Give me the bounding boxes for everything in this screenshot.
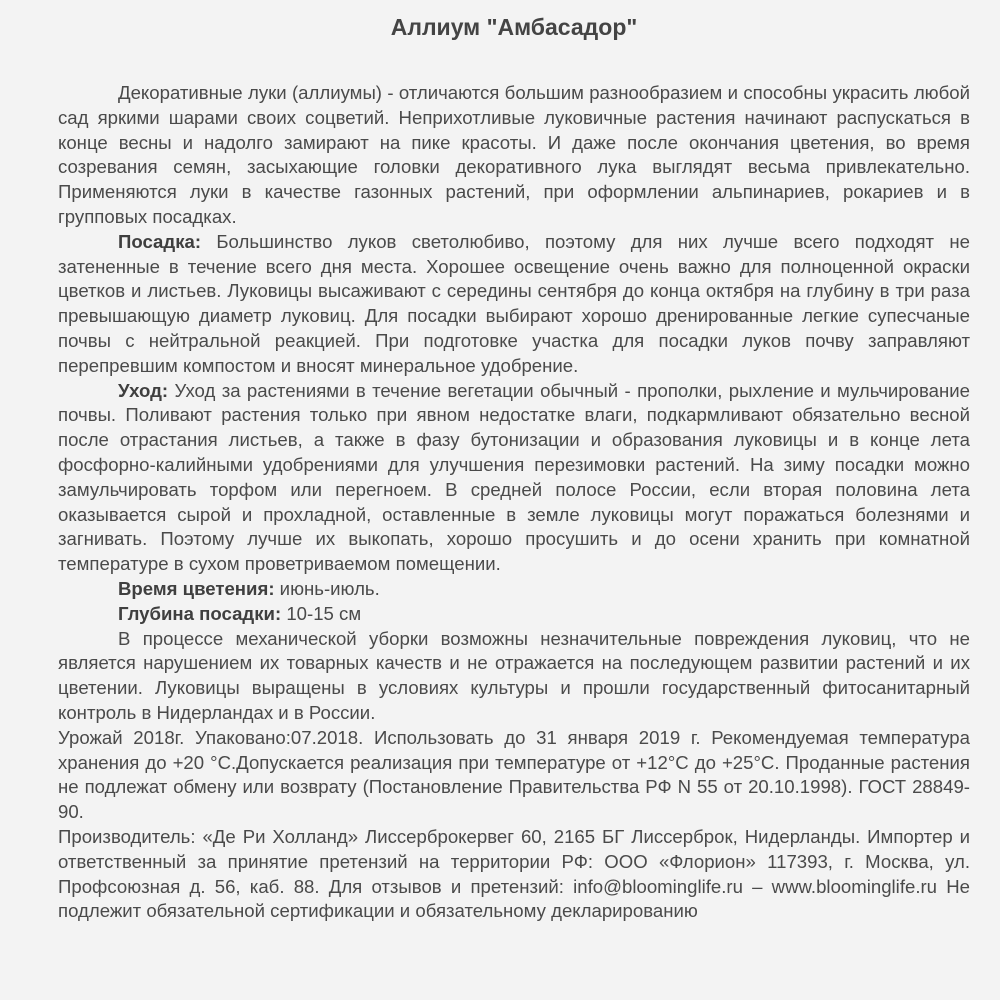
planting-depth-value: 10-15 см [281, 602, 362, 624]
care-label: Уход: [118, 379, 169, 401]
care-text: Уход за растениями в течение вегетации обычный - прополки, рыхление и мульчирование почвы. Поливают растения только при явном недостатке влаги, подкармливают обязательно весной после отрастания листьев, а также в фазу бутонизации и образования луковицы и в конце лета фосфорно-калийными удобрениями для улучшения перезимовки растений. На зиму посадки можно замульчировать торфом или перегноем. В средней полосе России, если вторая половина лета оказывается сырой и прохладной, оставленные в земле луковицы могут поражаться болезнями и загнивать. Поэтому лучше их выкопать, хорошо просушить и до осени хранить при комнатной температуре в сухом проветриваемом помещении. [58, 379, 970, 575]
harvest-note-paragraph: Урожай 2018г. Упаковано:07.2018. Использовать до 31 января 2019 г. Рекомендуемая температура хранения до +20 °С.Допускается реализация при температуре от +12°С до +25°С. Проданные растения не подлежат обмену или возврату (Постановление Правительства РФ N 55 от 20.10.1998). ГОСТ 28849-90. [58, 726, 970, 823]
bloom-time-label: Время цветения: [118, 577, 275, 599]
planting-depth-label: Глубина посадки: [118, 602, 282, 624]
bloom-time-line [58, 577, 970, 602]
intro-paragraph: Декоративные луки (аллиумы) - отличаются большим разнообразием и способны украсить любой сад яркими шарами своих соцветий. Неприхотливые луковичные растения начинают распускаться в конце весны и надолго замирают на пике красоты. И даже после окончания цветения, во время созревания семян, засыхающие головки декоративного лука выглядят весьма привлекательно. Применяются луки в качестве газонных растений, при оформлении альпинариев, рокариев и в групповых посадках. [58, 82, 970, 227]
damage-note-paragraph: В процессе механической уборки возможны незначительные повреждения луковиц, что не является нарушением их товарных качеств и не отражается на последующем развитии растений и их цветении. Луковицы выращены в условиях культуры и прошли государственный фитосанитарный контроль в Нидерландах и в России. [58, 627, 970, 723]
care-paragraph [58, 379, 970, 577]
document-title: Аллиум "Амбасадор" [390, 14, 638, 40]
planting-text: Большинство луков светолюбиво, поэтому для них лучше всего подходят не затененные в течение всего дня места. Хорошее освещение очень важно для полноценной окраски цветков и листьев. Луковицы высаживают с середины сентября до конца октября на глубину в три раза превышающую диаметр луковиц. Для посадки выбирают хорошо дренированные легкие супесчаные почвы с нейтральной реакцией. При подготовке участка для посадки луков почву заправляют перепревшим компостом и вносят минеральное удобрение. [58, 230, 970, 376]
planting-label: Посадка: [118, 230, 202, 252]
bloom-time-value: июнь-июль. [274, 577, 380, 599]
planting-paragraph [58, 230, 970, 379]
planting-depth-line [58, 602, 970, 627]
producer-note-paragraph: Производитель: «Де Ри Холланд» Лиссерброкервег 60, 2165 БГ Лиссерброк, Нидерланды. Импортер и ответственный за принятие претензий на территории РФ: ООО «Флорион» 117393, г. Москва, ул. Профсоюзная д. 56, каб. 88. Для отзывов и претензий: info@bloominglife.ru – www.bloominglife.ru Не подлежит обязательной сертификации и обязательному декларированию [58, 825, 970, 922]
